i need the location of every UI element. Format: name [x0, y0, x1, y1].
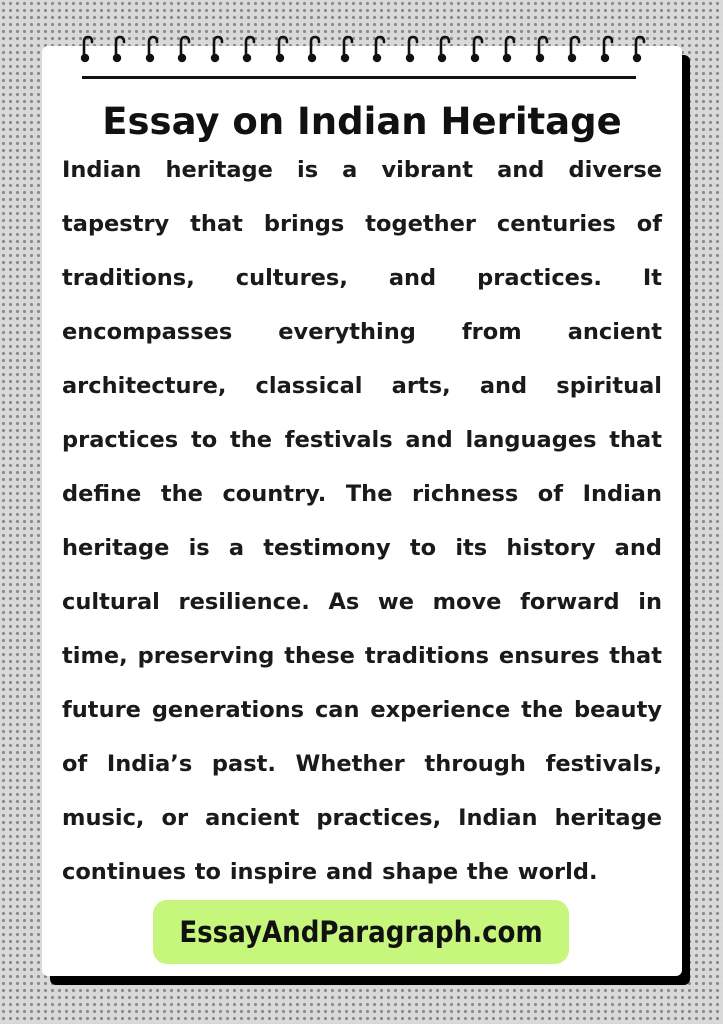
- title-divider: [82, 76, 636, 79]
- spiral-ring-icon: [435, 34, 453, 74]
- spiral-binding: [78, 34, 648, 74]
- spiral-ring-icon: [305, 34, 323, 74]
- spiral-ring-icon: [598, 34, 616, 74]
- spiral-ring-icon: [565, 34, 583, 74]
- spiral-ring-icon: [403, 34, 421, 74]
- spiral-ring-icon: [110, 34, 128, 74]
- spiral-ring-icon: [338, 34, 356, 74]
- spiral-ring-icon: [630, 34, 648, 74]
- spiral-ring-icon: [240, 34, 258, 74]
- spiral-ring-icon: [143, 34, 161, 74]
- spiral-ring-icon: [500, 34, 518, 74]
- spiral-ring-icon: [370, 34, 388, 74]
- spiral-ring-icon: [208, 34, 226, 74]
- page-title: Essay on Indian Heritage: [102, 100, 622, 143]
- essay-body: Indian heritage is a vibrant and diverse tapestry that brings together centuries of traditions, cultures, and practices. It encompasses everything from ancient architecture, classical arts, and spiritual practices to the festivals and languages that define the country. The richness of Indian heritage is a testimony to its history and cultural resilience. As we move forward in time, preserving these traditions ensures that future generations can experience the beauty of India’s past. Whether through festivals, music, or ancient practices, Indian heritage continues to inspire and shape the world.: [62, 157, 662, 885]
- website-badge: EssayAndParagraph.com: [153, 900, 569, 964]
- spiral-ring-icon: [175, 34, 193, 74]
- spiral-ring-icon: [533, 34, 551, 74]
- spiral-ring-icon: [273, 34, 291, 74]
- spiral-ring-icon: [468, 34, 486, 74]
- spiral-ring-icon: [78, 34, 96, 74]
